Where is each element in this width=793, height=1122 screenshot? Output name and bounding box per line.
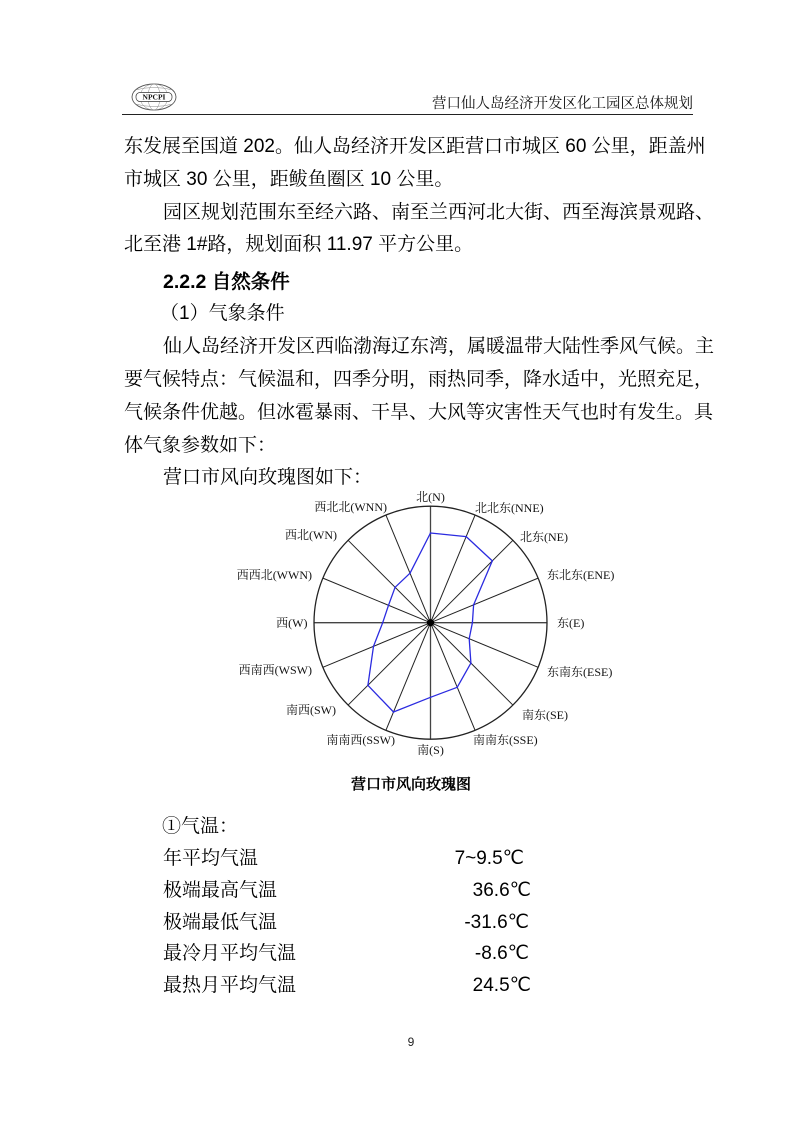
data-point-nnw	[409, 572, 411, 574]
wind-frequency-line	[368, 533, 492, 712]
npcpi-logo	[130, 82, 178, 112]
temperature-value: 7~9.5℃	[454, 848, 524, 869]
subsection-heading: （1）气象条件	[160, 303, 285, 324]
direction-label-nnw: 西北北(WNN)	[314, 500, 387, 514]
spoke-sse	[431, 623, 476, 731]
direction-label-ssw: 南南西(SSW)	[326, 733, 395, 747]
temperature-value: -8.6℃	[474, 943, 529, 964]
direction-label-n: 北(N)	[416, 490, 445, 504]
temperature-label: 最冷月平均气温	[163, 943, 297, 964]
spoke-ene	[431, 578, 539, 623]
paragraph-line: 园区规划范围东至经六路、南至兰西河北大街、西至海滨景观路、	[163, 202, 715, 223]
data-point-w	[382, 622, 384, 624]
logo-text: NPCPI	[142, 92, 166, 102]
direction-label-se: 南东(SE)	[522, 708, 568, 722]
data-point-sse	[456, 686, 458, 688]
direction-label-s: 南(S)	[417, 743, 444, 757]
section-heading: 2.2.2 自然条件	[163, 271, 290, 293]
spoke-ne	[431, 540, 513, 622]
direction-label-ene: 东北东(ENE)	[547, 568, 615, 582]
direction-label-sw: 南西(SW)	[286, 703, 336, 717]
temperature-label: 极端最高气温	[163, 880, 278, 901]
wind-rose-plot-area	[237, 490, 615, 757]
direction-label-nw: 西北(WN)	[285, 528, 337, 542]
spoke-ese	[431, 623, 539, 668]
direction-label-nne: 北北东(NNE)	[475, 501, 544, 515]
spoke-wnw	[323, 578, 431, 623]
center-hub	[427, 619, 434, 626]
data-point-e	[472, 622, 474, 624]
data-point-sw	[367, 685, 369, 687]
data-point-ssw	[393, 711, 395, 713]
paragraph-line: 气候条件优越。但冰雹暴雨、干旱、大风等灾害性天气也时有发生。具	[124, 402, 714, 423]
header-divider	[122, 114, 693, 115]
paragraph-line: 体气象参数如下：	[124, 435, 277, 456]
page-number: 9	[407, 1035, 415, 1049]
data-point-ne	[491, 560, 493, 562]
data-point-wsw	[373, 646, 375, 648]
paragraph-line: 市城区 30 公里，距鲅鱼圈区 10 公里。	[124, 169, 454, 190]
data-point-s	[430, 696, 432, 698]
data-point-n	[430, 532, 432, 534]
temperature-label: 年平均气温	[163, 848, 259, 869]
figure-intro: 营口市风向玫瑰图如下：	[163, 467, 373, 488]
temperature-value: -31.6℃	[464, 912, 529, 933]
spoke-se	[431, 623, 513, 705]
spoke-nnw	[386, 515, 431, 623]
temperature-value: 24.5℃	[472, 975, 531, 996]
spoke-nne	[431, 515, 476, 623]
direction-label-wsw: 西南西(WSW)	[238, 663, 312, 677]
temperature-value: 36.6℃	[472, 880, 531, 901]
spoke-sw	[348, 623, 430, 705]
direction-label-ne: 北东(NE)	[520, 530, 568, 544]
spoke-ssw	[386, 623, 431, 731]
paragraph-line: 北至港 1#路，规划面积 11.97 平方公里。	[124, 234, 474, 255]
data-point-nw	[394, 586, 396, 588]
spoke-nw	[348, 540, 430, 622]
document-title: 营口仙人岛经济开发区化工园区总体规划	[432, 96, 693, 112]
direction-label-sse: 南南东(SSE)	[473, 733, 538, 747]
direction-label-w: 西(W)	[276, 616, 308, 630]
direction-label-ese: 东南东(ESE)	[547, 665, 613, 679]
data-point-ene	[473, 604, 475, 606]
data-point-se	[470, 662, 472, 664]
temperature-label: 最热月平均气温	[163, 975, 297, 996]
data-point-wnw	[388, 605, 390, 607]
paragraph-line: 东发展至国道 202。仙人岛经济开发区距营口市城区 60 公里，距盖州	[124, 136, 706, 157]
direction-label-wnw: 西西北(WWN)	[236, 568, 312, 582]
temperature-label: 极端最低气温	[163, 912, 278, 933]
data-point-ese	[468, 638, 470, 640]
temperature-heading: ①气温：	[162, 816, 239, 837]
data-point-nne	[465, 536, 467, 538]
direction-label-e: 东(E)	[557, 616, 585, 630]
outer-ring	[314, 506, 547, 739]
paragraph-line: 要气候特点：气候温和，四季分明，雨热同季，降水适中，光照充足，	[124, 369, 714, 390]
paragraph-line: 仙人岛经济开发区西临渤海辽东湾，属暖温带大陆性季风气候。主	[163, 336, 715, 357]
figure-caption: 营口市风向玫瑰图	[350, 776, 471, 793]
spoke-wsw	[323, 623, 431, 668]
